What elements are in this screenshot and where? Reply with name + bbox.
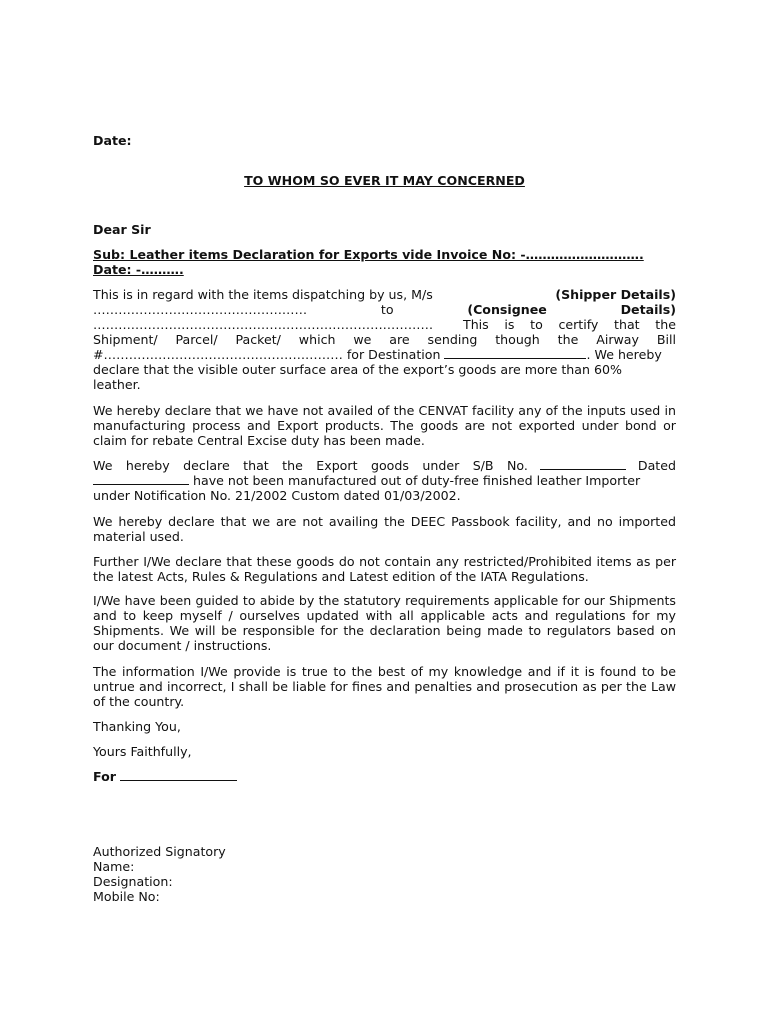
to-word: to xyxy=(380,302,394,317)
authorized-signatory: Authorized Signatory xyxy=(93,844,226,859)
company-name-blank[interactable] xyxy=(120,769,237,781)
shipper-details: (Shipper Details) xyxy=(555,287,676,302)
name-label: Name: xyxy=(93,859,135,874)
paragraph-cenvat: We hereby declare that we have not availed of the CENVAT facility any of the inputs used in manufacturing process and Export products. The goods are not exported under bond or claim for rebate Central Excise duty has been made. xyxy=(93,403,676,448)
para3-line1 xyxy=(93,458,676,473)
consignee-dots: ……………………………………………………………………… xyxy=(93,317,434,332)
designation-label: Designation: xyxy=(93,874,173,889)
thanking-you: Thanking You, xyxy=(93,719,181,734)
shipper-dots: …………………………………………… xyxy=(93,302,308,317)
dated-label: Dated xyxy=(637,458,676,473)
paragraph-statutory: I/We have been guided to abide by the statutory requirements applicable for our Shipments and to keep myself / ourselves updated with all applicable acts and regulations for my Shipments. We will be responsible for the declaration being made to regulators based on our document / instructions. xyxy=(93,593,676,653)
para1-line2 xyxy=(93,302,676,317)
para1-line7: leather. xyxy=(93,377,141,392)
para1-line5 xyxy=(93,347,676,362)
subject-block xyxy=(93,247,676,277)
destination-blank[interactable] xyxy=(444,347,586,359)
paragraph-information: The information I/We provide is true to the best of my knowledge and if it is found to be untrue and incorrect, I shall be liable for fines and penalties and prosecution as per the Law of the country. xyxy=(93,664,676,709)
certify-text-wrap: This is to certify that the xyxy=(463,317,676,332)
date-label: Date: xyxy=(93,133,132,148)
salutation: Dear Sir xyxy=(93,222,151,237)
for-line xyxy=(93,769,676,784)
para3-text: have not been manufactured out of duty-free finished leather Importer xyxy=(193,473,641,488)
para1-line3 xyxy=(93,317,676,332)
consignee-label: (Consignee xyxy=(467,302,547,317)
sb-number-blank[interactable] xyxy=(540,458,626,470)
subject-date-line: Date: -………. xyxy=(93,262,184,277)
we-hereby-text: . We hereby xyxy=(586,347,662,362)
para1-line6: declare that the visible outer surface area of the export’s goods are more than 60% xyxy=(93,362,622,377)
signature-block xyxy=(93,844,676,904)
paragraph-restricted: Further I/We declare that these goods do not contain any restricted/Prohibited items as per the latest Acts, Rules & Regulations and Latest edition of the IATA Regulations. xyxy=(93,554,676,584)
para1-line4: Shipment/ Parcel/ Packet/ which we are sending though the Airway Bill xyxy=(93,332,676,347)
para3-line3: under Notification No. 21/2002 Custom dated 01/03/2002. xyxy=(93,488,461,503)
yours-faithfully: Yours Faithfully, xyxy=(93,744,192,759)
paragraph-deec: We hereby declare that we are not availing the DEEC Passbook facility, and no imported material used. xyxy=(93,514,676,544)
para1-text: This is in regard with the items dispatching by us, M/s xyxy=(93,287,433,302)
paragraph-export-goods xyxy=(93,458,676,503)
mobile-label: Mobile No: xyxy=(93,889,160,904)
airway-bill-dots: #………………………………………………… xyxy=(93,347,343,362)
document-title: TO WHOM SO EVER IT MAY CONCERNED xyxy=(244,173,525,188)
subject-line: Sub: Leather items Declaration for Exports vide Invoice No: -………………………. xyxy=(93,247,644,262)
details-label: Details) xyxy=(620,302,676,317)
para1-line1 xyxy=(93,287,676,302)
para3-line2 xyxy=(93,473,676,488)
para3-words: We hereby declare that the Export goods under S/B No. xyxy=(93,458,528,473)
destination-label: for Destination xyxy=(346,347,441,362)
dated-blank[interactable] xyxy=(93,473,189,485)
for-label: For xyxy=(93,769,116,784)
paragraph-shipment xyxy=(93,287,676,392)
